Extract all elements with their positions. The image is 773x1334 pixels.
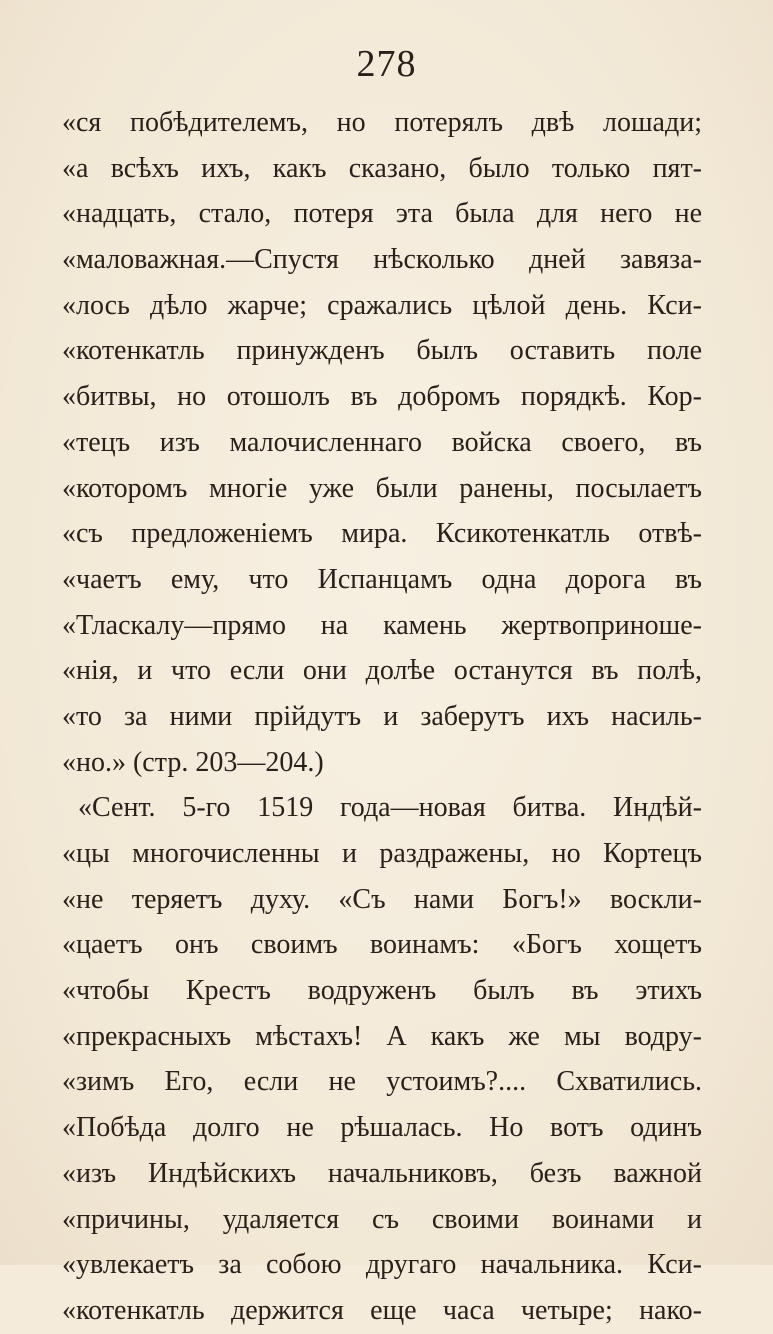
text-line: «надцать, стало, потеря эта была для него не <box>62 198 702 230</box>
text-line: «цаетъ онъ своимъ воинамъ: «Богъ хощетъ <box>62 929 702 961</box>
text-line: «зимъ Его, если не устоимъ?.... Схватились. <box>62 1066 702 1098</box>
text-line: «котенкатль принужденъ былъ оставить поле <box>62 335 702 367</box>
text-line: «не теряетъ духу. «Съ нами Богъ!» воскли- <box>62 883 702 915</box>
text-line: «съ предложеніемъ мира. Ксикотенкатль отвѣ- <box>62 518 702 550</box>
text-line: «битвы, но отошолъ въ добромъ порядкѣ. Кор- <box>62 381 702 413</box>
text-line: «цы многочисленны и раздражены, но Кортецъ <box>62 838 702 869</box>
text-line: «но.» (стр. 203—204.) <box>62 746 324 778</box>
text-line: «лось дѣло жарче; сражались цѣлой день. Кси- <box>62 289 702 321</box>
page-number: 278 <box>356 43 417 85</box>
text-line: «тецъ изъ малочисленнаго войска своего, въ <box>62 426 702 458</box>
body-text <box>62 100 702 1334</box>
text-line: «причины, удаляется съ своими воинами и <box>62 1203 702 1235</box>
text-line: «котенкатль держится еще часа четыре; нако- <box>62 1294 702 1326</box>
text-line: «Сент. 5-го 1519 года—новая битва. Индѣй- <box>78 792 702 824</box>
text-line: «прекрасныхъ мѣстахъ! А какъ же мы водру- <box>62 1020 702 1052</box>
text-line: «чтобы Крестъ водруженъ былъ въ этихъ <box>62 975 702 1007</box>
text-line: «ся побѣдителемъ, но потерялъ двѣ лошади; <box>62 107 702 138</box>
text-line: «Тласкалу—прямо на камень жертвоприноше- <box>62 609 702 641</box>
text-line: «нія, и что если они долѣе останутся въ полѣ, <box>62 655 702 687</box>
text-line: «которомъ многіе уже были ранены, посылаетъ <box>62 472 702 504</box>
text-line: «чаетъ ему, что Испанцамъ одна дорога въ <box>62 563 702 595</box>
text-line: «маловажная.—Спустя нѣсколько дней завяза- <box>62 244 702 276</box>
text-line: «изъ Индѣйскихъ начальниковъ, безъ важной <box>62 1157 702 1189</box>
text-line: «а всѣхъ ихъ, какъ сказано, было только пят- <box>62 152 702 184</box>
text-line: «то за ними прійдутъ и заберутъ ихъ насиль- <box>62 700 702 732</box>
text-line: «увлекаетъ за собою другаго начальника. Кси- <box>62 1249 702 1281</box>
text-line: «Побѣда долго не рѣшалась. Но вотъ одинъ <box>62 1112 702 1144</box>
